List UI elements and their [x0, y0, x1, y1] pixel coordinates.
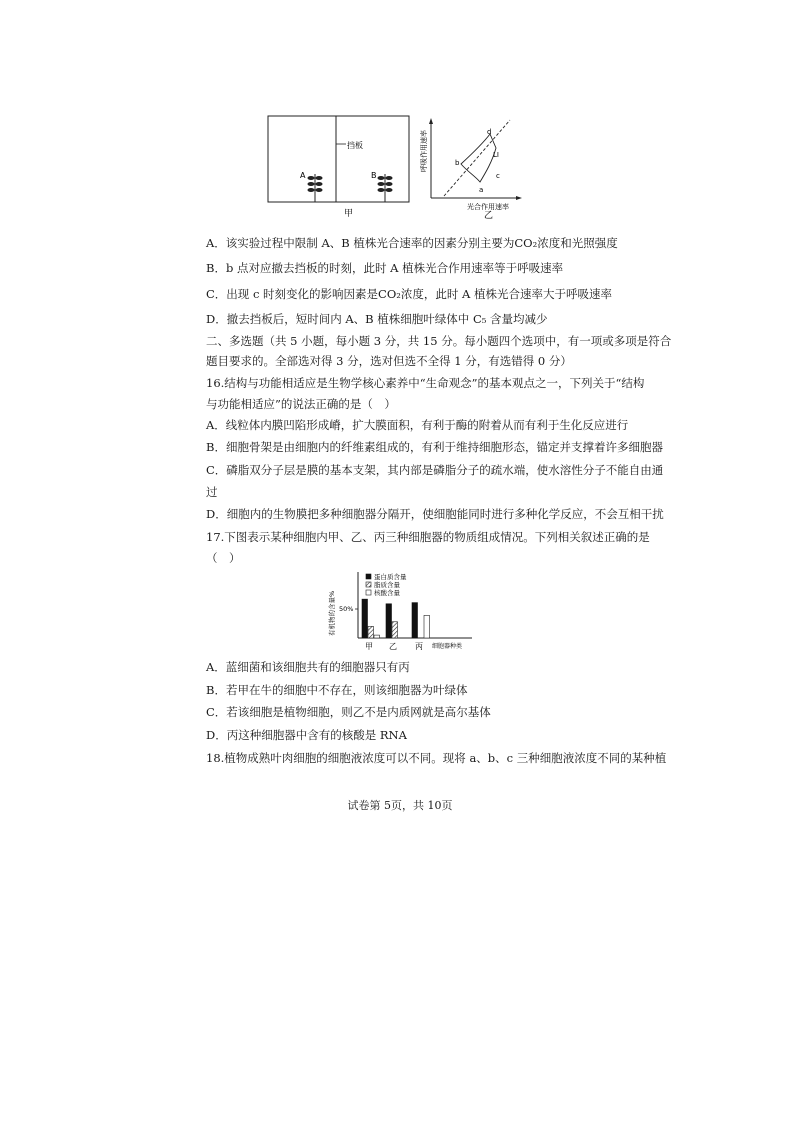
figure-yi-label: 乙 [484, 211, 494, 221]
legend-swatch [366, 582, 371, 587]
plant-a-label: A [300, 171, 306, 180]
legend-swatch [366, 574, 371, 579]
yi-ylabel: 呼吸作用速率 [420, 130, 428, 172]
category-label: 甲 [365, 642, 373, 651]
plant-b-label: B [371, 171, 377, 180]
q15-option-b: B．b 点对应撤去挡板的时刻，此时 A 植株光合作用速率等于呼吸速率 [206, 261, 564, 275]
yi-curve [461, 134, 496, 182]
bar-0-2 [374, 635, 380, 638]
plant-a-icon [308, 174, 322, 202]
svg-text:d: d [487, 128, 492, 136]
legend-swatch [366, 590, 371, 595]
svg-text:LI: LI [493, 151, 499, 159]
q17-stem-1: 17.下图表示某种细胞内甲、乙、丙三种细胞器的物质组成情况。下列相关叙述正确的是 [206, 530, 650, 544]
baffle-label: 挡板 [347, 141, 363, 150]
q17-option-a: A．蓝细菌和该细胞共有的细胞器只有丙 [206, 660, 410, 674]
svg-text:b: b [455, 159, 460, 167]
legend-label: 脂质含量 [374, 581, 400, 589]
figure-jia-label: 甲 [344, 209, 354, 219]
q15-option-c: C．出现 c 时刻变化的影响因素是CO₂浓度，此时 A 植株光合速率大于呼吸速率 [206, 287, 613, 301]
bar-1-0 [386, 604, 392, 638]
q16-option-c-2: 过 [206, 485, 218, 499]
q17-option-d: D．丙这种细胞器中含有的核酸是 RNA [206, 728, 407, 742]
section2-heading-2: 题目要求的。全部选对得 3 分，选对但选不全得 1 分，有选错得 0 分） [206, 354, 572, 368]
category-label: 丙 [415, 642, 423, 651]
bar-0-1 [368, 626, 374, 638]
page-footer: 试卷第 5页，共 10页 [347, 799, 453, 812]
q16-option-a: A．线粒体内膜凹陷形成嵴，扩大膜面积，有利于酶的附着从而有利于生化反应进行 [206, 418, 629, 432]
chart-ylabel: 有机物的含量% [328, 590, 336, 636]
q17-stem-2: （ ） [206, 551, 241, 565]
q16-option-c-1: C．磷脂双分子层是膜的基本支架，其内部是磷脂分子的疏水端，使水溶性分子不能自由通 [206, 463, 664, 477]
q15-option-a: A．该实验过程中限制 A、B 植株光合速率的因素分别主要为CO₂浓度和光照强度 [206, 236, 618, 250]
q17-option-c: C．若该细胞是植物细胞，则乙不是内质网就是高尔基体 [206, 705, 491, 719]
section2-heading-1: 二、多选题（共 5 小题，每小题 3 分，共 15 分。每小题四个选项中，有一项或多项是符合 [206, 334, 672, 348]
bar-0-0 [362, 599, 368, 638]
chart-xlabel: 细胞器种类 [432, 643, 463, 650]
q17-option-b: B．若甲在牛的细胞中不存在，则该细胞器为叶绿体 [206, 683, 468, 697]
bar-1-1 [392, 622, 398, 638]
q15-option-d: D．撤去挡板后，短时间内 A、B 植株细胞叶绿体中 C₅ 含量均减少 [206, 312, 548, 326]
svg-text:c: c [496, 172, 500, 180]
chart-ytick-50: 50% [339, 605, 354, 613]
q16-option-b: B．细胞骨架是由细胞内的纤维素组成的，有利于维持细胞形态，锚定并支撑着许多细胞器 [206, 440, 663, 454]
legend-label: 核酸含量 [374, 589, 400, 597]
plant-b-icon [378, 174, 392, 202]
yi-dashed-line [444, 120, 510, 196]
organelle-bar-chart [322, 570, 482, 654]
legend-label: 蛋白质含量 [374, 573, 407, 581]
bar-2-0 [412, 603, 418, 638]
q18-stem-1: 18.植物成熟叶肉细胞的细胞液浓度可以不同。现将 a、b、c 三种细胞液浓度不同的某种植 [206, 751, 667, 765]
category-label: 乙 [389, 642, 397, 651]
yi-xlabel: 光合作用速率 [467, 203, 509, 211]
q16-stem-2: 与功能相适应”的说法正确的是（ ） [206, 397, 396, 411]
q16-stem-1: 16.结构与功能相适应是生物学核心素养中“生命观念”的基本观点之一，下列关于“结构 [206, 376, 645, 390]
bar-2-2 [424, 615, 430, 638]
q16-option-d: D．细胞内的生物膜把多种细胞器分隔开，使细胞能同时进行多种化学反应，不会互相干扰 [206, 507, 664, 521]
svg-text:a: a [479, 186, 484, 194]
figure-jia-yi [260, 112, 530, 224]
